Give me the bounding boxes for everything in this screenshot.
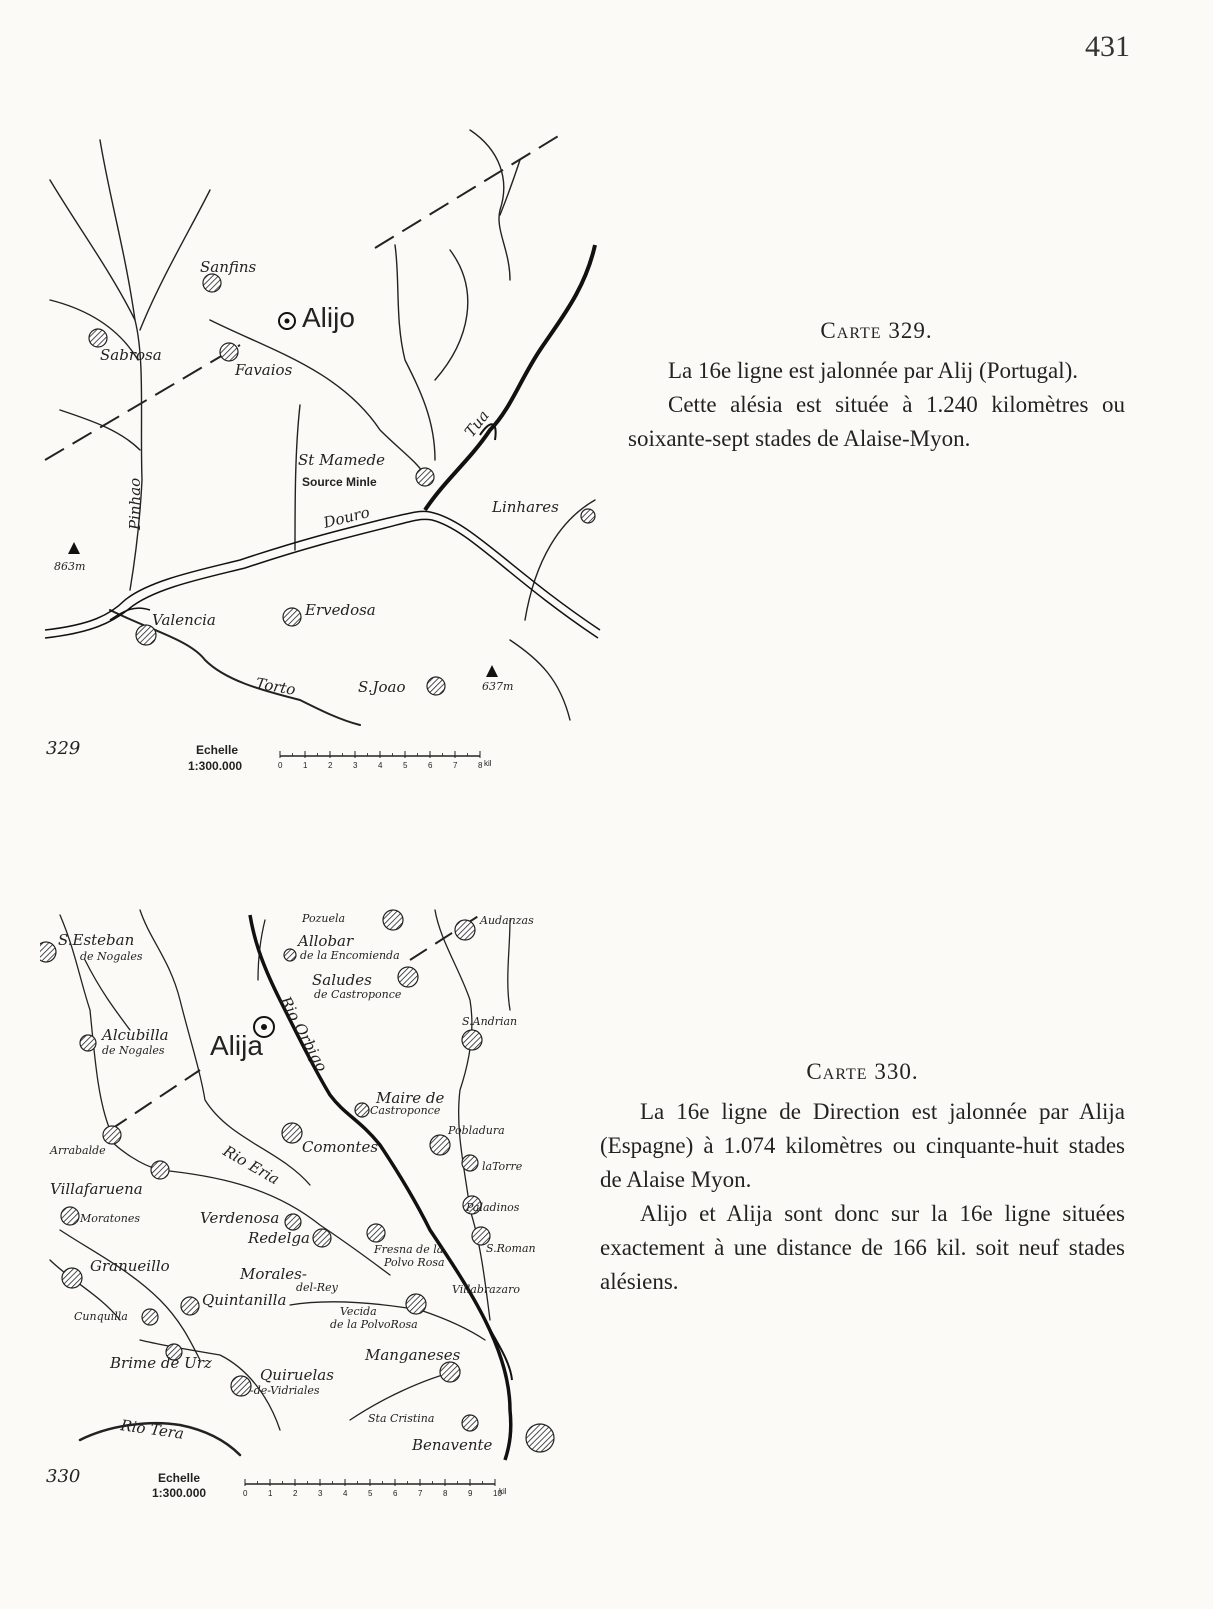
scale-tick-label: 7 (418, 1489, 423, 1498)
town-marker-pozuela (383, 910, 403, 930)
label-quiruelas: Quiruelas (260, 1366, 334, 1384)
scale-tick-label: 8 (478, 761, 483, 770)
label-polvo-rosa: Polvo Rosa (384, 1256, 445, 1269)
stream-line (60, 410, 140, 450)
town-marker-la-torre (462, 1155, 478, 1171)
label-villabrazaro: Villabrazaro (452, 1283, 520, 1296)
scale-tick-label: 4 (343, 1489, 348, 1498)
label-granueillo: Granueillo (90, 1257, 170, 1275)
label-villafaruena: Villafaruena (50, 1180, 143, 1198)
stream-line (500, 160, 520, 215)
town-marker-arrabalde (103, 1126, 121, 1144)
label-moratones: Moratones (80, 1212, 140, 1225)
label-s-roman: S.Roman (486, 1242, 536, 1255)
scale-ratio: 1:300.000 (188, 759, 243, 773)
label-pinhao: Pinhao (126, 477, 144, 530)
map-330 (40, 900, 560, 1510)
town-marker-s-andrian (462, 1030, 482, 1050)
label-torto: Torto (254, 674, 297, 699)
scale-tick-label: 4 (378, 761, 383, 770)
elevation-triangle-icon (486, 665, 498, 677)
stream-line (60, 1230, 200, 1360)
label-de-castroponce: de Castroponce (314, 988, 402, 1001)
town-marker-st-mamede (416, 468, 434, 486)
caption-carte-329 (628, 314, 1125, 456)
label-rio-eria: Rio Eria (220, 1141, 283, 1189)
caption-title: Carte 330. (806, 1059, 919, 1084)
town-marker-villafaruena (151, 1161, 169, 1179)
label-redelga: Redelga (248, 1229, 310, 1247)
scale-tick-label: 9 (468, 1489, 473, 1498)
town-marker-quiruelas (231, 1376, 251, 1396)
label-paladinos: Paladinos (466, 1201, 520, 1214)
label-allobar: Allobar (298, 932, 354, 950)
label-castroponce: Castroponce (370, 1104, 441, 1117)
label-tua: Tua (460, 406, 493, 441)
label-de-la-encomienda: de la Encomienda (300, 949, 400, 962)
label-s-andrian: S.Andrian (462, 1015, 518, 1028)
stream-line (435, 250, 468, 380)
label-sabrosa: Sabrosa (100, 346, 162, 364)
caption-paragraph: La 16e ligne est jalonnée par Alij (Portugal). (668, 358, 1079, 383)
label-pobladura: Pobladura (448, 1124, 505, 1137)
scale-unit: kil (499, 1487, 507, 1496)
stream-line (508, 920, 510, 1010)
scale-tick-label: 6 (428, 761, 433, 770)
caption-paragraph: La 16e ligne de Direction est jalonnée par Alija (Espagne) à 1.074 kilomètres ou cinquante-huit stades de Alaise Myon. (600, 1099, 1125, 1192)
label-alijo: Alijo (302, 302, 355, 333)
town-marker-manganeses (440, 1362, 460, 1382)
tua-river-line (425, 245, 595, 510)
label-comontes: Comontes (302, 1138, 379, 1156)
scale-tick-label: 1 (268, 1489, 273, 1498)
scale-tick-label: 2 (293, 1489, 298, 1498)
town-marker-linhares (581, 509, 595, 523)
label-alija: Alija (210, 1030, 263, 1061)
map-329 (40, 120, 620, 780)
town-marker-comontes (282, 1123, 302, 1143)
scale-tick-label: 2 (328, 761, 333, 770)
label-cunquilla: Cunquilla (74, 1310, 128, 1323)
scale-tick-label: 10 (493, 1489, 502, 1498)
label-arrabalde: Arrabalde (50, 1144, 106, 1157)
label-audanzas: Audanzas (480, 914, 534, 927)
caption-paragraph: Cette alésia est située à 1.240 kilomètres ou soixante-sept stades de Alaise-Myon. (628, 392, 1125, 451)
elevation-triangle-icon (68, 542, 80, 554)
town-marker-benavente (526, 1424, 554, 1452)
label-sta-cristina: Sta Cristina (368, 1412, 435, 1425)
label-saludes: Saludes (312, 971, 372, 989)
caption-carte-330 (600, 1055, 1125, 1299)
town-marker-fresna (367, 1224, 385, 1242)
town-marker-verdenosa (285, 1214, 301, 1230)
label-fresna-de-la: Fresna de la (374, 1243, 444, 1256)
label-de-vidriales: -de-Vidriales (250, 1384, 320, 1397)
caption-paragraph: Alijo et Alija sont donc sur la 16e ligne situées exactement à une distance de 166 kil. soit neuf stades alésiens. (600, 1201, 1125, 1294)
scale-tick-label: 3 (353, 761, 358, 770)
town-marker-pobladura (430, 1135, 450, 1155)
town-marker-allobar (284, 949, 296, 961)
map-330-drawing (40, 900, 560, 1510)
label-valencia: Valencia (152, 611, 216, 629)
town-marker-redelga (313, 1229, 331, 1247)
scale-tick-label: 5 (368, 1489, 373, 1498)
town-marker-quintanilla (181, 1297, 199, 1315)
town-marker-saludes (398, 967, 418, 987)
scale-tick-label: 5 (403, 761, 408, 770)
label-verdenosa: Verdenosa (200, 1209, 280, 1227)
stream-line (510, 640, 570, 720)
label-quintanilla: Quintanilla (202, 1291, 287, 1309)
scale-tick-label: 0 (278, 761, 283, 770)
label-st-mamede: St Mamede (298, 451, 385, 469)
scale-label: Echelle (196, 743, 239, 757)
label-linhares: Linhares (492, 498, 559, 516)
label-la-torre: laTorre (482, 1160, 523, 1173)
scale-tick-label: 1 (303, 761, 308, 770)
scale-bar (278, 751, 492, 770)
town-marker-sta-cristina (462, 1415, 478, 1431)
label-rio-orbigo: Rio Orbigo (276, 993, 332, 1075)
scale-tick-label: 0 (243, 1489, 248, 1498)
scale-tick-label: 8 (443, 1489, 448, 1498)
map-329-drawing (40, 120, 620, 780)
label-douro: Douro (321, 503, 372, 532)
label-s-esteban: S.Esteban (58, 931, 135, 949)
scale-tick-label: 6 (393, 1489, 398, 1498)
figure-number-329: 329 (46, 738, 81, 759)
label-pozuela: Pozuela (302, 912, 346, 925)
label-de-nogales: de Nogales (80, 950, 143, 963)
stream-line (395, 245, 435, 460)
caption-title: Carte 329. (820, 318, 933, 343)
alijo-target-center (285, 319, 290, 324)
town-marker-vecida (406, 1294, 426, 1314)
town-marker-favaios (220, 343, 238, 361)
town-marker-s-esteban (40, 942, 56, 962)
elevation-east: 637m (482, 680, 514, 693)
label-de-nogales-2: de Nogales (102, 1044, 165, 1057)
town-marker-cunquilla (142, 1309, 158, 1325)
town-marker-ervedosa (283, 608, 301, 626)
label-morales: Morales- (240, 1265, 307, 1283)
town-marker-granueillo (62, 1268, 82, 1288)
town-marker-sanfins (203, 274, 221, 292)
label-rio-tera: Rio Tera (119, 1416, 186, 1443)
scale-label: Echelle (158, 1471, 201, 1485)
scale-bar (243, 1479, 507, 1498)
label-s-joao: S.Joao (358, 678, 406, 696)
label-del-rey: del-Rey (296, 1281, 338, 1294)
label-favaios: Favaios (235, 361, 293, 379)
label-de-la-polvo-rosa: de la PolvoRosa (330, 1318, 418, 1331)
label-alcubilla: Alcubilla (102, 1026, 169, 1044)
town-marker-moratones (61, 1207, 79, 1225)
town-marker-sabrosa (89, 329, 107, 347)
elevation-west: 863m (54, 560, 86, 573)
label-benavente: Benavente (412, 1436, 493, 1454)
town-marker-s-joao (427, 677, 445, 695)
town-marker-maire (355, 1103, 369, 1117)
page-number: 431 (1085, 30, 1130, 63)
label-manganeses: Manganeses (365, 1346, 461, 1364)
stream-line (85, 960, 130, 1030)
scale-tick-label: 3 (318, 1489, 323, 1498)
label-ervedosa: Ervedosa (305, 601, 376, 619)
scale-unit: kil (484, 759, 492, 768)
label-brime-de-urz: Brime de Urz (110, 1354, 212, 1372)
scale-tick-label: 7 (453, 761, 458, 770)
label-sanfins: Sanfins (200, 258, 257, 276)
town-marker-alcubilla (80, 1035, 96, 1051)
town-marker-audanzas (455, 920, 475, 940)
scale-ratio: 1:300.000 (152, 1486, 207, 1500)
stream-line (295, 405, 300, 550)
label-source-min: Source Minle (302, 475, 377, 489)
stream-line (100, 140, 135, 320)
label-maire-de: Maire de (376, 1089, 445, 1107)
figure-number-330: 330 (46, 1466, 81, 1487)
label-vecida: Vecida (340, 1305, 377, 1318)
